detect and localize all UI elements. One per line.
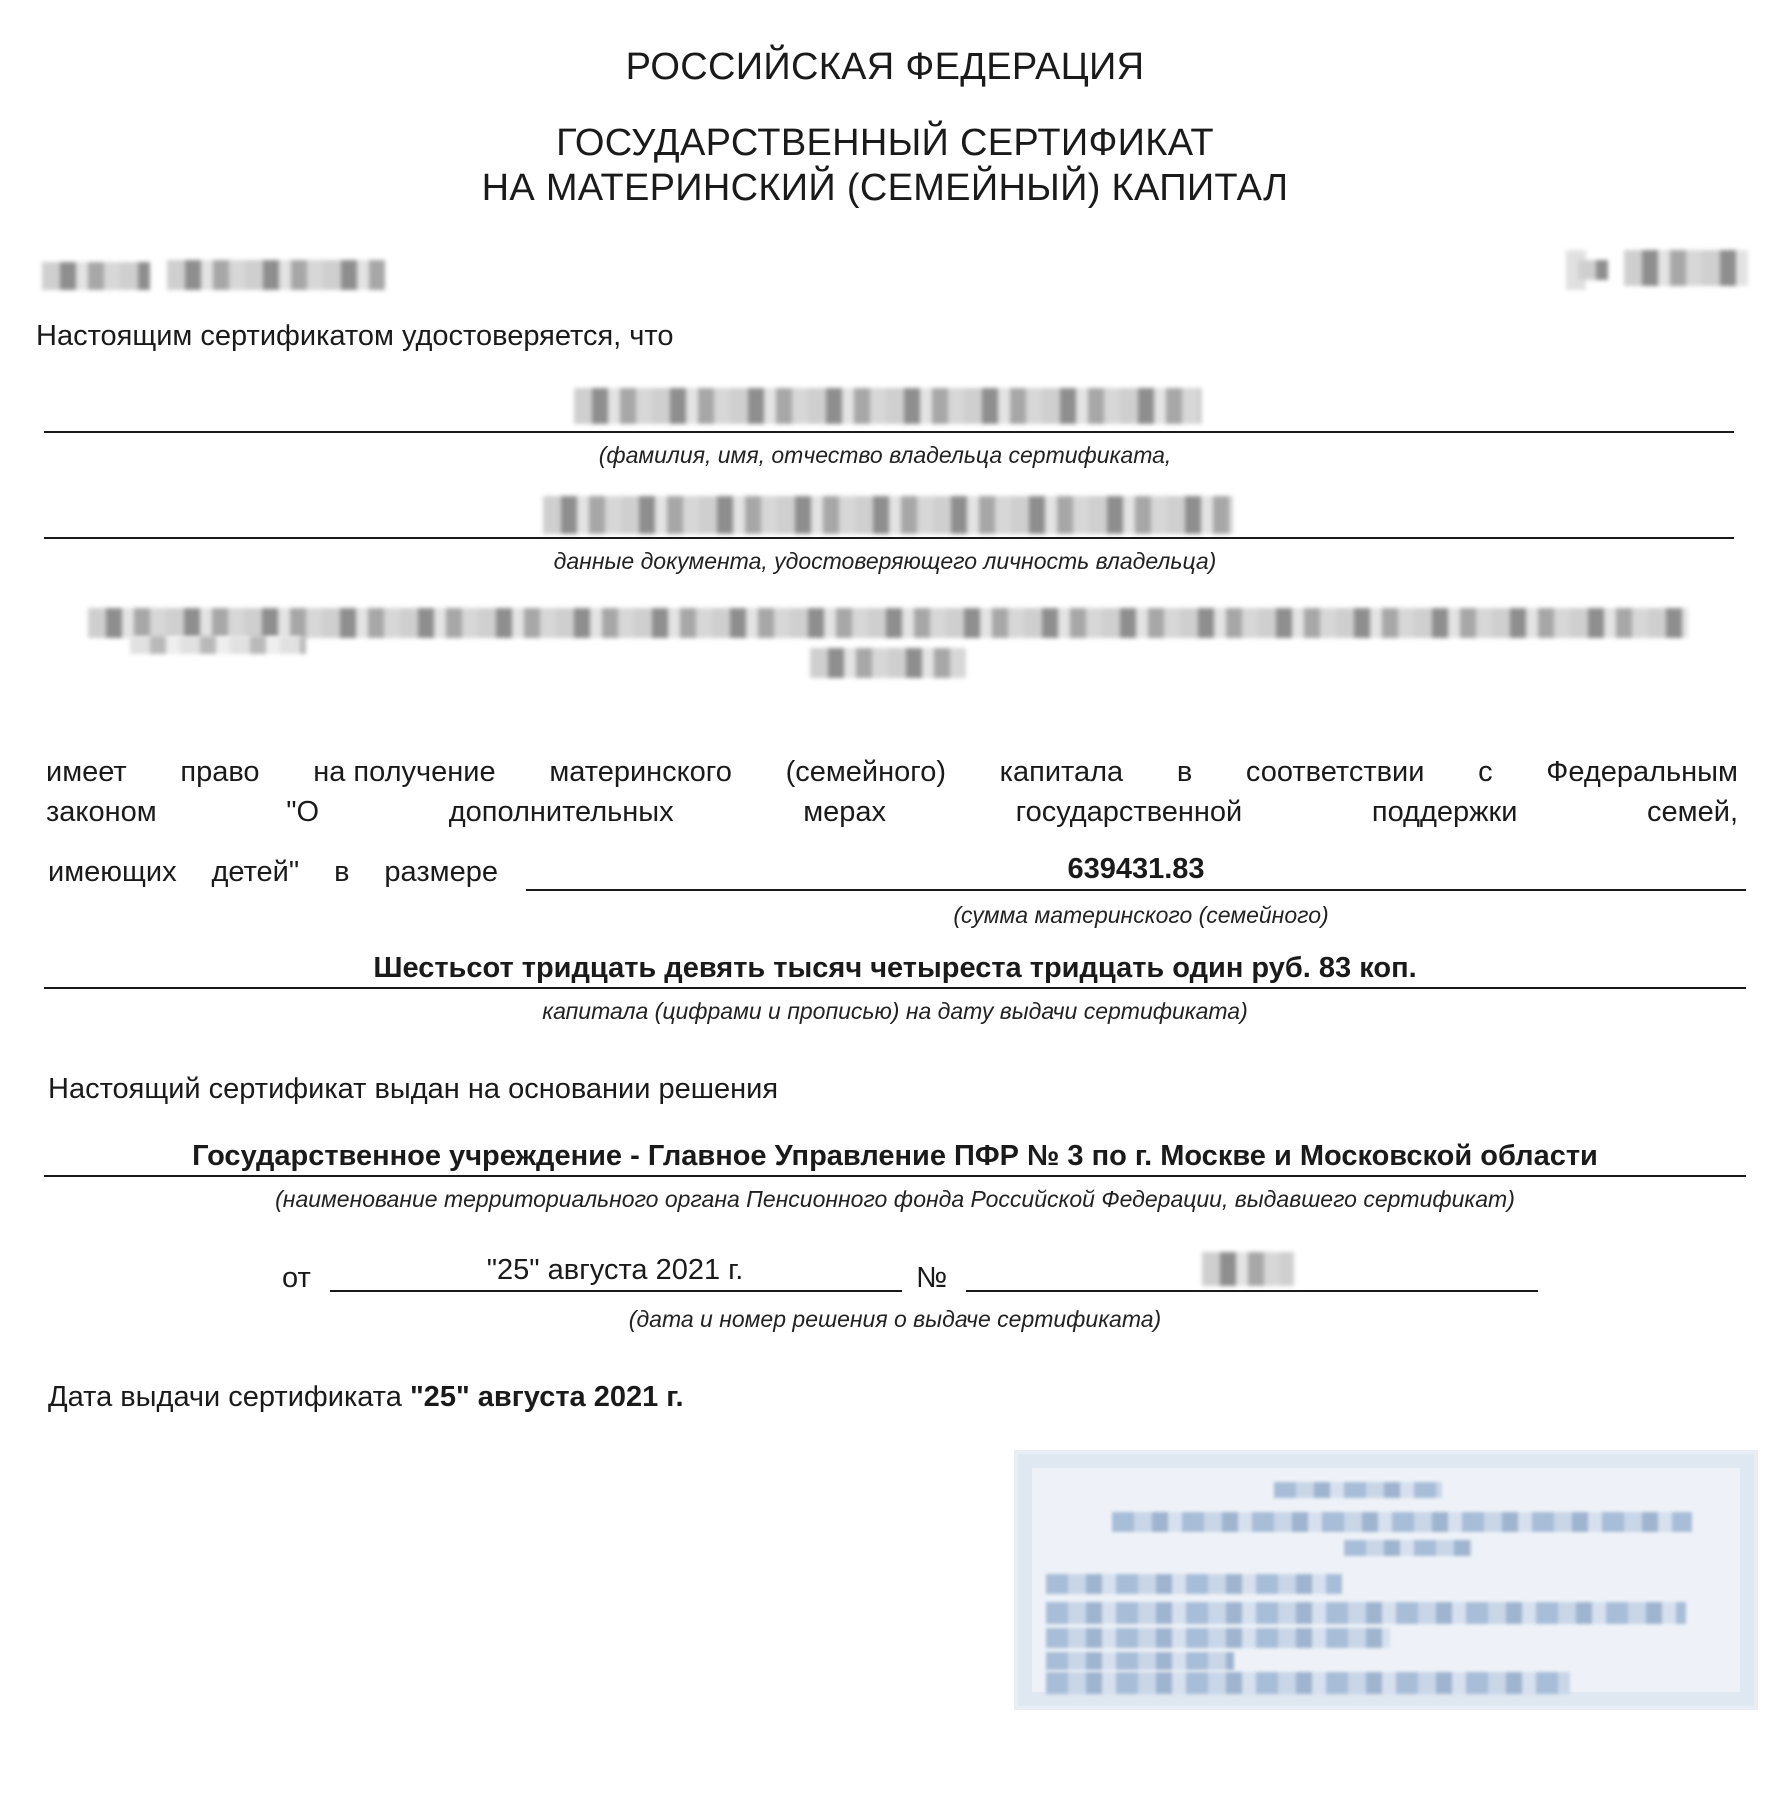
- amount-words: Шестьсот тридцать девять тысяч четыреста тридцать один руб. 83 коп.: [373, 952, 1417, 984]
- entitlement-line-3: [48, 856, 498, 889]
- decision-from-label: от: [282, 1262, 311, 1294]
- decision-date-line: [330, 1290, 902, 1292]
- redacted-number-value: [1624, 250, 1748, 286]
- decision-caption: (дата и номер решения о выдаче сертификата): [628, 1306, 1162, 1332]
- redacted-series: [42, 262, 150, 290]
- stamp-text-line: [1046, 1672, 1570, 1694]
- intro-text: Настоящим сертификатом удостоверяется, что: [36, 320, 674, 352]
- entitlement-word: в: [1176, 756, 1193, 788]
- owner-document-line: [44, 537, 1734, 539]
- issue-date-label: Дата выдачи сертификата: [48, 1381, 402, 1413]
- country-heading: РОССИЙСКАЯ ФЕДЕРАЦИЯ: [625, 46, 1145, 88]
- authority-line: [44, 1175, 1746, 1177]
- entitlement-word: право: [180, 756, 260, 788]
- stamp-inner-frame: [1032, 1468, 1740, 1692]
- stamp-text-line: [1344, 1540, 1472, 1556]
- amount-digits: 639431.83: [1067, 853, 1205, 885]
- entitlement-word: государственной: [1015, 796, 1243, 828]
- redacted-owner-details-line2: [810, 648, 966, 678]
- entitlement-word: материнского: [549, 756, 732, 788]
- stamp-text-line: [1046, 1628, 1390, 1648]
- basis-label: Настоящий сертификат выдан на основании решения: [48, 1073, 779, 1105]
- entitlement-line-1: [46, 756, 1738, 789]
- entitlement-word: размере: [384, 856, 498, 888]
- redacted-certificate-number: [167, 260, 385, 290]
- redacted-decision-number: [1202, 1252, 1294, 1286]
- stamp-text-line: [1046, 1602, 1686, 1624]
- authority-caption: (наименование территориального органа Пенсионного фонда Российской Федерации, выдавшего сертификат): [275, 1186, 1515, 1212]
- entitlement-word: (семейного): [785, 756, 946, 788]
- stamp-text-line: [1112, 1512, 1692, 1532]
- issue-date-value: "25" августа 2021 г.: [409, 1381, 684, 1413]
- entitlement-word: на получение: [313, 756, 496, 788]
- decision-number-label: №: [916, 1262, 948, 1294]
- issue-date-row: [48, 1381, 684, 1414]
- entitlement-word: соответствии: [1245, 756, 1425, 788]
- redacted-owner-name: [574, 388, 1202, 424]
- entitlement-word: мерах: [803, 796, 887, 828]
- stamp-text-line: [1046, 1574, 1342, 1594]
- amount-words-line: [44, 987, 1746, 989]
- decision-date: "25" августа 2021 г.: [486, 1254, 744, 1286]
- owner-name-caption: (фамилия, имя, отчество владельца сертификата,: [598, 442, 1172, 468]
- authority-name: Государственное учреждение - Главное Управление ПФР № 3 по г. Москве и Московской области: [192, 1140, 1598, 1172]
- stamp-text-line: [1046, 1652, 1234, 1670]
- entitlement-word: Федеральным: [1546, 756, 1738, 788]
- entitlement-word: капитала: [999, 756, 1124, 788]
- owner-name-line: [44, 431, 1734, 433]
- entitlement-word: в: [334, 856, 350, 888]
- entitlement-line-2: [46, 796, 1738, 829]
- amount-digits-line: [526, 889, 1746, 891]
- amount-caption-top: (сумма материнского (семейного): [953, 902, 1329, 928]
- entitlement-word: законом: [46, 796, 157, 828]
- electronic-signature-stamp: [1014, 1450, 1758, 1710]
- entitlement-word: имеющих: [48, 856, 177, 888]
- stamp-text-line: [1274, 1482, 1442, 1498]
- entitlement-word: с: [1478, 756, 1493, 788]
- redacted-owner-details-fragment: [130, 636, 306, 654]
- entitlement-word: поддержки: [1371, 796, 1518, 828]
- entitlement-word: семей,: [1647, 796, 1738, 828]
- redacted-number-mark: [1578, 260, 1608, 280]
- decision-number-line: [966, 1290, 1538, 1292]
- document-title-line2: НА МАТЕРИНСКИЙ (СЕМЕЙНЫЙ) КАПИТАЛ: [481, 167, 1289, 209]
- amount-caption-bottom: капитала (цифрами и прописью) на дату выдачи сертификата): [542, 998, 1248, 1024]
- redacted-owner-document: [543, 496, 1233, 534]
- entitlement-word: дополнительных: [448, 796, 674, 828]
- owner-document-caption: данные документа, удостоверяющего личность владельца): [553, 548, 1217, 574]
- document-title-line1: ГОСУДАРСТВЕННЫЙ СЕРТИФИКАТ: [556, 122, 1214, 164]
- entitlement-word: "О: [286, 796, 320, 828]
- entitlement-word: имеет: [46, 756, 127, 788]
- redacted-owner-details: [88, 608, 1688, 638]
- entitlement-word: детей": [211, 856, 300, 888]
